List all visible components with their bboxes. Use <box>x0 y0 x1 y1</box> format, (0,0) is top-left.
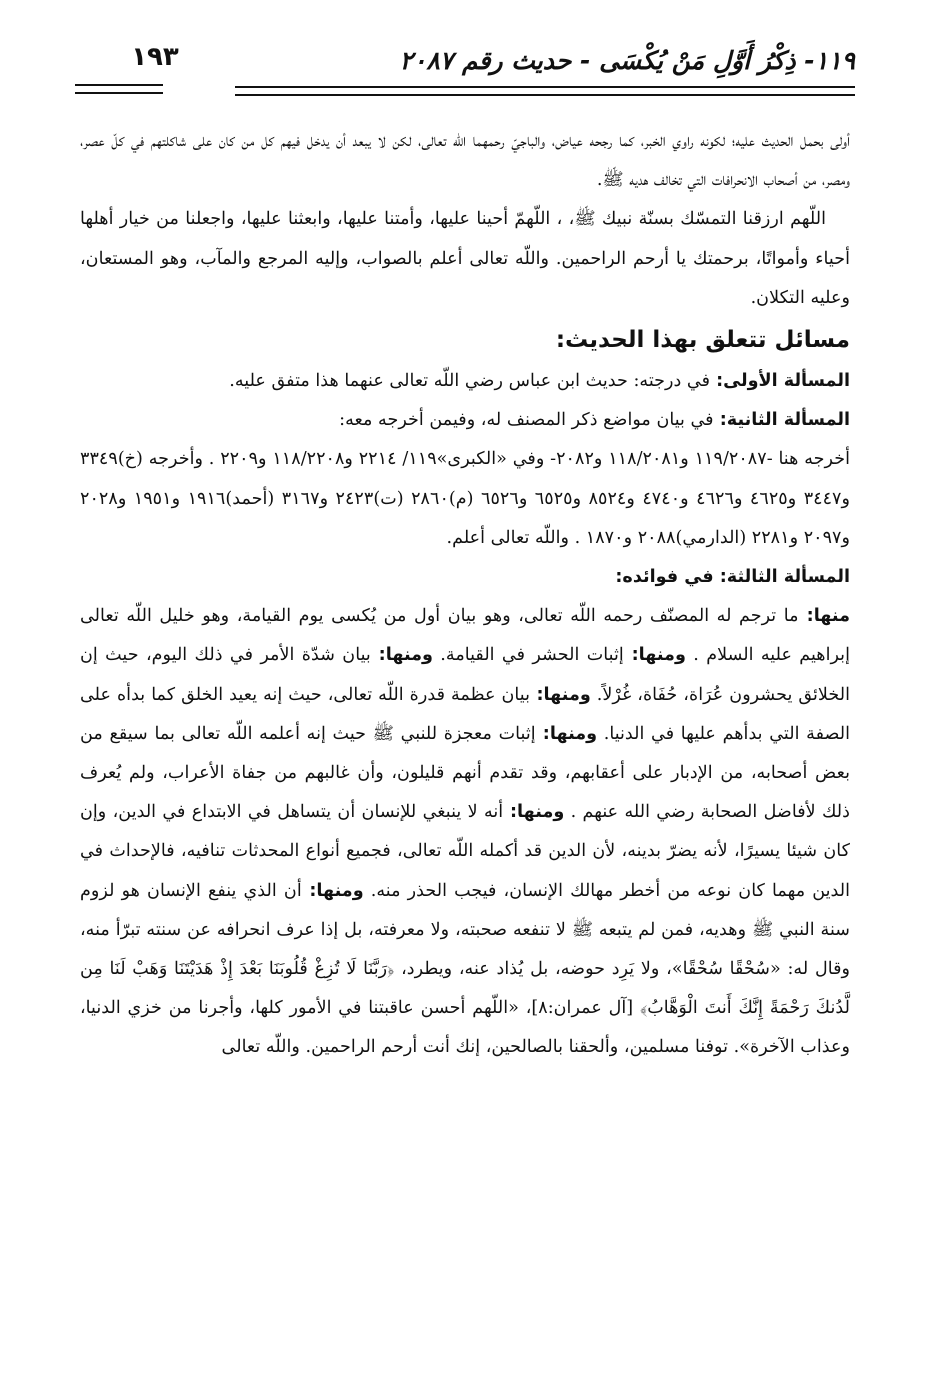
page-header <box>75 40 855 102</box>
text-run: أن الذي ينفع الإنسان هو لزوم سنة النبي ﷺ وهديه، فمن لم يتبعه ﷺ لا تنفعه صحبته، ولا معرفته، بل إذا عرف انحرافه عن سنته تبرّأ منه، وقال له: «سُحْقًا سُحْقًا»، ولا يَرِد حوضه، بل يُذاد عنه، ويطرد، ﴿رَبَّنَا لَا تُزِغْ قُلُوبَنَا بَعْدَ إِذْ هَدَيْتَنَا وَهَبْ لَنَا مِن لَّدُنكَ رَحْمَةً إِنَّكَ أَنتَ الْوَهَّابُ﴾ [آل عمران:٨]، «اللّهم أحسن عاقبتنا في الأمور كلها، وأجرنا من خزي الدنيا، وعذاب الآخرة». توفنا مسلمين، وألحقنا بالصالحين، إنك أنت أرحم الراحمين. واللّه تعالى <box>80 880 850 1058</box>
header-rule-bottom <box>235 94 855 96</box>
bold-run: ومنها: <box>529 684 591 705</box>
bold-run: المسألة الثالثة: في فوائده: <box>615 567 850 588</box>
text-run: إثبات معجزة للنبي ﷺ حيث إنه أعلمه اللّه تعالى بما سيقع من بعض أصحابه، من الإدبار على أعقابهم، وقد تقدم أنهم قليلون، وأن غالبهم من جفاة الأعراب، ولم يُعرف ذلك لأفاضل الصحابة رضي الله عنهم . <box>80 723 850 823</box>
bold-run: ومنها: <box>623 645 686 666</box>
text-run: في درجته: حديث ابن عباس رضي اللّه تعالى عنهما هذا متفق عليه. <box>229 371 711 392</box>
text-run: ما ترجم له المصنّف رحمه اللّه تعالى، وهو بيان أول من يُكسى يوم القيامة، وهو خليل اللّه تعالى إبراهيم عليه السلام . <box>80 606 850 666</box>
text-run: أولى بحمل الحديث عليه؛ لكونه راوي الخبر، كما رجحه عياض، والباجيّ رحمهما اللّه تعالى، لكن لا يبعد أن يدخل فيهم كل من كان على شاكلتهم في كلّ عصر، ومصر، من أصحاب الانحرافات التي تخالف هديه ﷺ. <box>80 131 850 191</box>
header-rule-top <box>235 86 855 88</box>
text-run: إثبات الحشر في القيامة. <box>432 645 624 666</box>
paragraph <box>80 440 850 558</box>
page-number-rule-top <box>75 84 163 86</box>
text-run: أنه لا ينبغي للإنسان أن يتساهل في الابتداع في الدين، وإن كان شيئا يسيرًا، لأنه يضرّ بدينه، لأن الدين قد أكمله اللّه تعالى، فجميع أنواع المحدثات تنافيه، فالإحداث في الدين مهما كان نوعه من أخطر مهالك الإنسان، فيجب الحذر منه. <box>80 802 850 901</box>
bold-run: المسألة الأولى: <box>710 371 850 392</box>
bold-run: منها: <box>798 606 850 627</box>
text-run: في بيان مواضع ذكر المصنف له، وفيمن أخرجه معه: <box>339 410 714 431</box>
bold-run: مسائل تتعلق بهذا الحديث: <box>555 327 850 354</box>
section-heading <box>80 318 850 362</box>
text-run: أخرجه هنا -١١٩/٢٠٨٧ و١١٨/٢٠٨١ و٢٠٨٢- وفي «الكبرى»١١٩/ ٢٢١٤ و١١٨/٢٢٠٨ و٢٢٠٩ . وأخرجه (خ)٣٣٤٩ و٣٤٤٧ و٤٦٢٥ و٤٦٢٦ و٤٧٤٠ و٨٥٢٤ و٦٥٢٥ و٦٥٢٦ (م)٢٨٦٠ (ت)٢٤٢٣ و٣١٦٧ (أحمد)١٩١٦ و١٩٥١ و٢٠٢٨ و٢٠٩٧ و٢٢٨١ (الدارمي)٢٠٨٨ و١٨٧٠ . واللّه تعالى أعلم. <box>80 449 851 548</box>
paragraph <box>80 597 850 1067</box>
text-run: بيان عظمة قدرة اللّه تعالى، حيث إنه يعيد الخلق كما بدأه على الصفة التي بدأهم عليها في الدنيا. <box>80 684 850 744</box>
bold-run: ومنها: <box>535 723 598 744</box>
paragraph <box>80 200 850 318</box>
text-run: بيان شدّة الأمر في ذلك اليوم، حيث إن الخلائق يحشرون عُرَاة، حُفَاة، غُرْلاً. <box>80 645 850 705</box>
paragraph <box>80 558 850 597</box>
paragraph <box>80 362 850 401</box>
text-run: اللّهم ارزقنا التمسّك بسنّة نبيك ﷺ، ، اللّهمّ أحينا عليها، وأمتنا عليها، وابعثنا عليها، واجعلنا من خيار أهلها أحياء وأمواتًا، برحمتك يا أرحم الراحمين. واللّه تعالى أعلم بالصواب، وإليه المرجع والمآب، وهو المستعان، وعليه التكلان. <box>80 209 850 308</box>
bold-run: ومنها: <box>370 645 433 666</box>
running-title: ١١٩- ذِكْرُ أَوَّلِ مَنْ يُكْسَى - حديث رقم ٢٠٨٧ <box>399 46 855 75</box>
paragraph <box>80 401 850 440</box>
bold-run: ومنها: <box>503 802 565 823</box>
page-number-rule-bottom <box>75 92 163 94</box>
page-number: ١٩٣ <box>131 42 179 72</box>
bold-run: المسألة الثانية: <box>713 410 850 431</box>
body-text <box>80 122 850 1068</box>
bold-run: ومنها: <box>301 880 364 901</box>
paragraph <box>80 122 850 200</box>
